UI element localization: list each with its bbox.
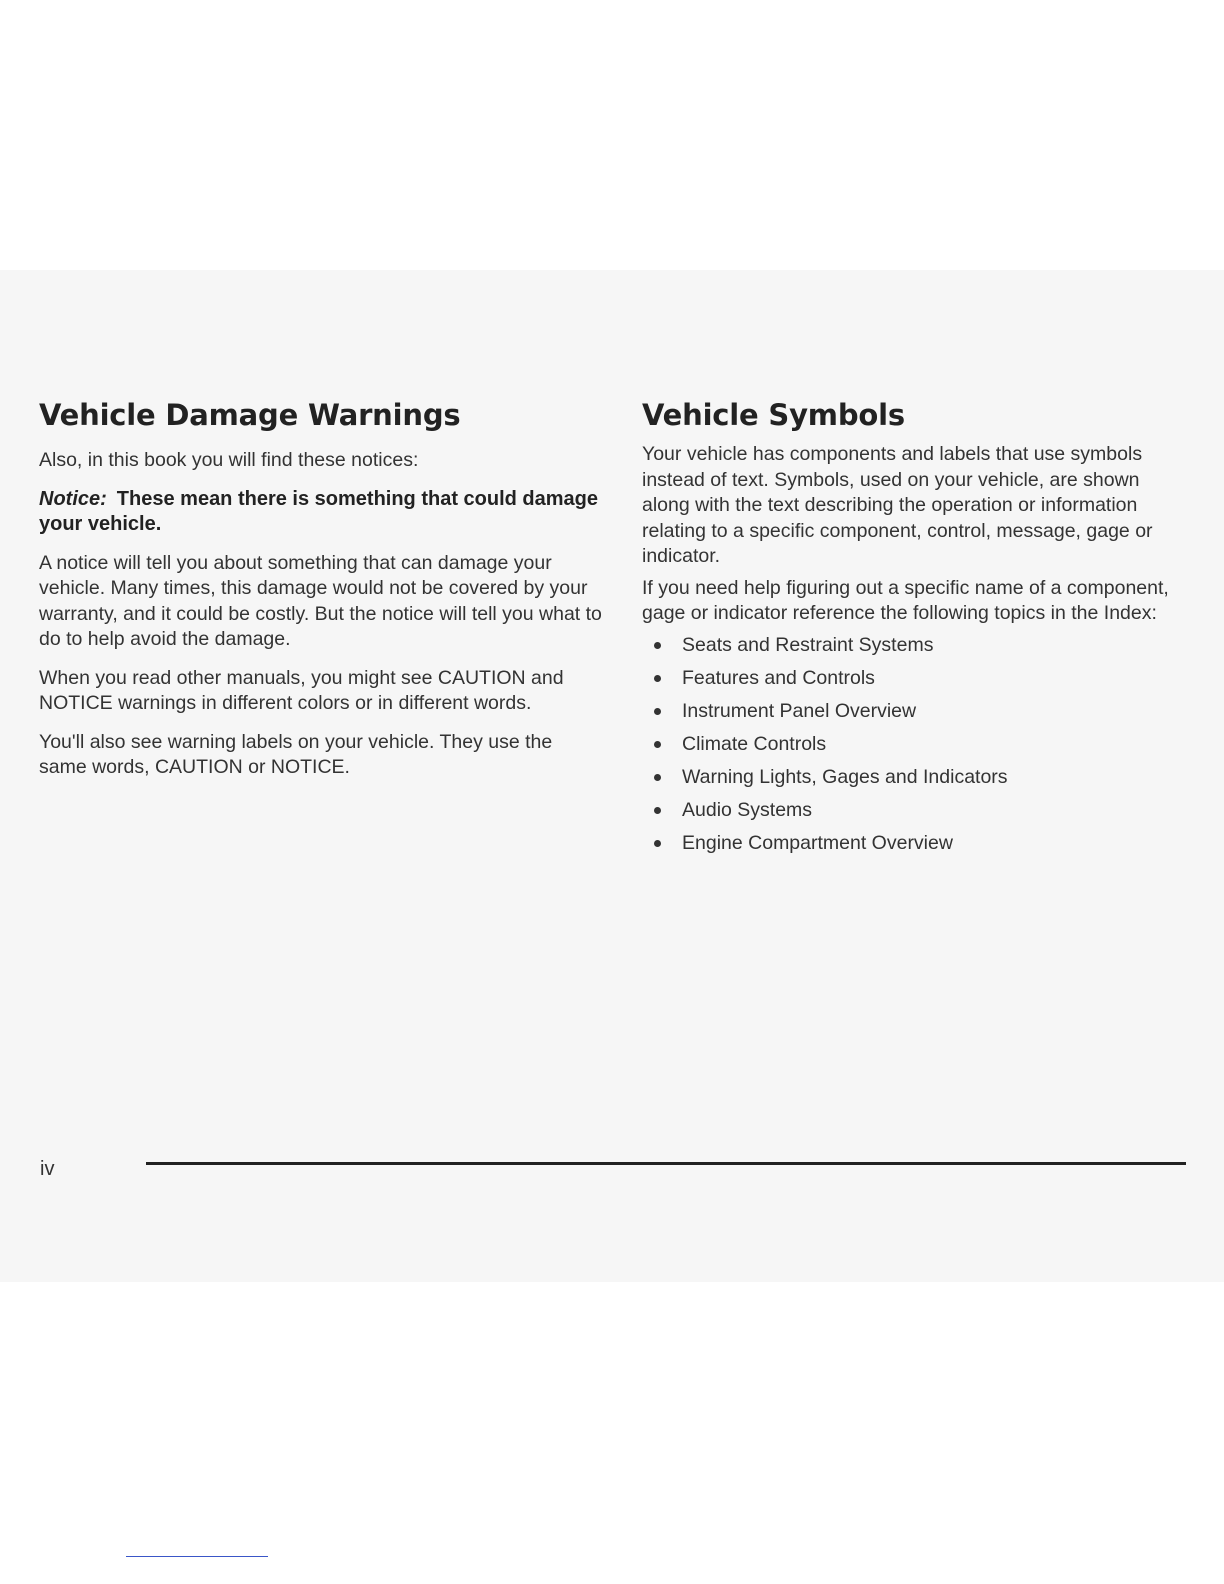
section-heading-vehicle-symbols: Vehicle Symbols bbox=[642, 398, 905, 432]
paragraph: A notice will tell you about something that can damage your vehicle. Many times, this damage would not be covered by your warranty, and it could be costly. But the notice will tell you what to do to help avoid the damage. bbox=[39, 551, 602, 650]
paragraph: If you need help figuring out a specific name of a component, gage or indicator reference the following topics in the Index: bbox=[642, 576, 1169, 624]
bullet-icon bbox=[654, 741, 661, 748]
intro-paragraph: Also, in this book you will find these notices: bbox=[39, 449, 419, 471]
footer-divider bbox=[146, 1162, 1186, 1165]
list-item bbox=[642, 666, 1187, 691]
paragraph: You'll also see warning labels on your vehicle. They use the same words, CAUTION or NOTICE. bbox=[39, 730, 553, 778]
list-item-label: Audio Systems bbox=[682, 798, 813, 821]
list-item bbox=[642, 765, 1187, 790]
list-item-label: Climate Controls bbox=[682, 732, 827, 755]
notice-block bbox=[39, 487, 604, 538]
list-item bbox=[642, 831, 1187, 856]
index-topics-list bbox=[642, 633, 1187, 856]
page-number: iv bbox=[40, 1158, 55, 1180]
bullet-icon bbox=[654, 774, 661, 781]
list-item-label: Warning Lights, Gages and Indicators bbox=[682, 765, 1008, 788]
bullet-icon bbox=[654, 642, 661, 649]
list-item bbox=[642, 732, 1187, 757]
list-item bbox=[642, 699, 1187, 724]
bullet-icon bbox=[654, 708, 661, 715]
notice-text: These mean there is something that could damage your vehicle. bbox=[39, 487, 599, 535]
notice-label: Notice: bbox=[39, 487, 107, 510]
bullet-icon bbox=[654, 840, 661, 847]
list-item bbox=[642, 798, 1187, 823]
left-column bbox=[39, 396, 604, 794]
list-item-label: Features and Controls bbox=[682, 666, 875, 689]
list-item-label: Instrument Panel Overview bbox=[682, 699, 917, 722]
section-heading-vehicle-damage-warnings: Vehicle Damage Warnings bbox=[39, 398, 461, 432]
list-item-label: Seats and Restraint Systems bbox=[682, 633, 934, 656]
list-item bbox=[642, 633, 1187, 658]
paragraph: When you read other manuals, you might see CAUTION and NOTICE warnings in different colors or in different words. bbox=[39, 666, 564, 714]
link-underline[interactable] bbox=[126, 1556, 268, 1557]
bullet-icon bbox=[654, 807, 661, 814]
paragraph: Your vehicle has components and labels that use symbols instead of text. Symbols, used on your vehicle, are shown along with the text describing the operation or information relating to a specific component, control, message, gage or indicator. bbox=[642, 443, 1153, 567]
bullet-icon bbox=[654, 675, 661, 682]
right-column bbox=[642, 396, 1187, 864]
list-item-label: Engine Compartment Overview bbox=[682, 831, 953, 854]
